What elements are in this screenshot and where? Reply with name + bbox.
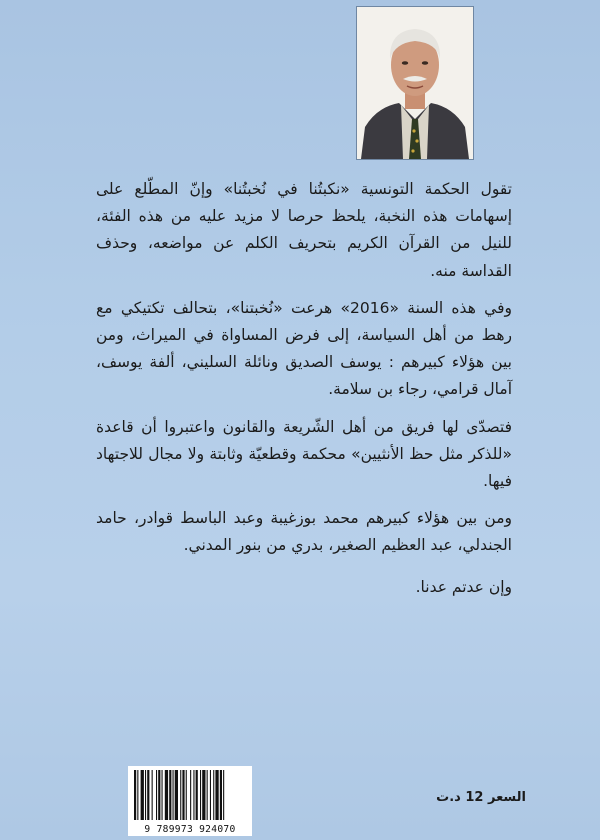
price-label: السعر 12 د.ت: [436, 790, 526, 805]
author-portrait-icon: [357, 7, 473, 159]
back-cover-text: [96, 176, 512, 611]
closing-line: وإن عدتم عدنا.: [415, 577, 512, 596]
barcode-digits: 9 789973 924070: [144, 824, 236, 835]
paragraph: تقول الحكمة التونسية «نكبتُنا في نُخبتُنا» وإنّ المطّلع على إسهامات هذه النخبة، يلحظ حرصا لا مزيد عليه من هذه الفئة، للنيل من القرآن الكريم بتحريف الكلم عن مواضعه، وحذف القداسة منه.: [96, 180, 512, 280]
paragraph: وفي هذه السنة «2016» هرعت «نُخبتنا»، بتحالف تكتيكي مع رهط من أهل السياسة، إلى فرض المساواة في الميراث، ومن بين هؤلاء كبيرهم : يوسف الصديق ونائلة السليني، ألفة يوسف، آمال قرامي، رجاء بن سلامة.: [96, 298, 512, 399]
author-photo: [356, 6, 474, 160]
paragraph: فتصدّى لها فريق من أهل الشّريعة والقانون واعتبروا أن قاعدة «للذكر مثل حظ الأنثيين» محكمة وقطعيّة وثابتة ولا مجال للاجتهاد فيها.: [96, 417, 512, 491]
barcode-icon: [128, 766, 252, 822]
paragraph: ومن بين هؤلاء كبيرهم محمد بوزغيبة وعبد الباسط قوادر، حامد الجندلي، عبد العظيم الصغير، بدري من بنور المدني.: [96, 509, 512, 555]
isbn-barcode: [128, 766, 252, 836]
